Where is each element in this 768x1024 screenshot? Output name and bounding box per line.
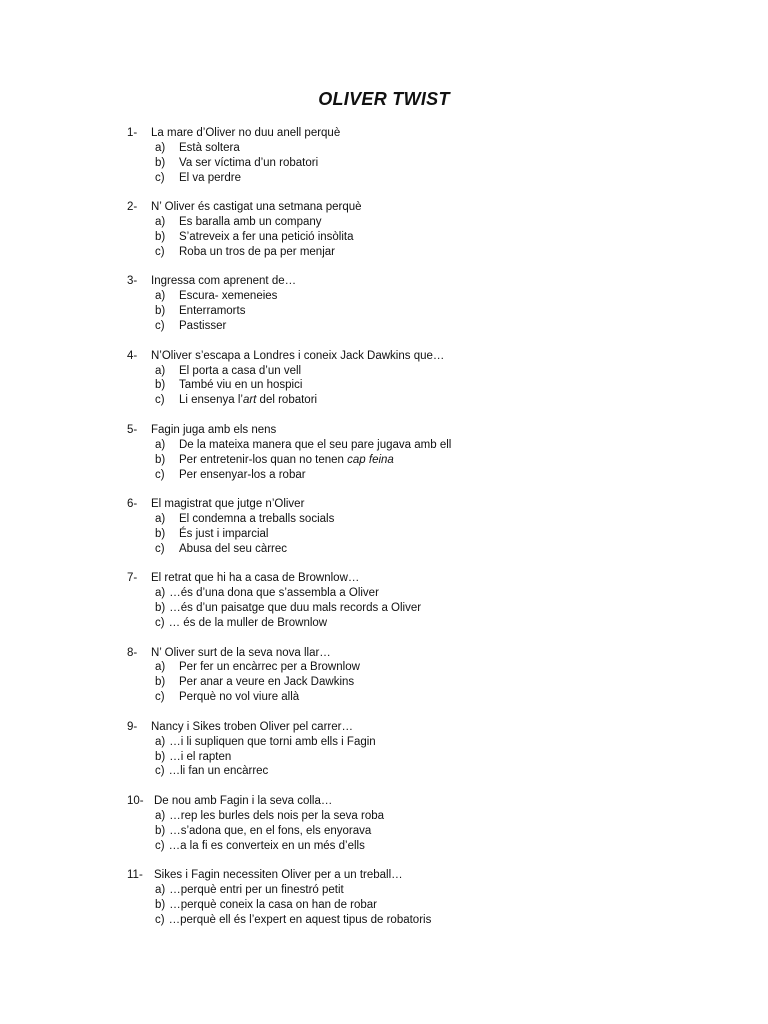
option-text: …és d’un paisatge que duu mals records a Oliver [169, 602, 422, 615]
option-letter: c) [155, 617, 165, 630]
option-letter: a) [155, 661, 166, 674]
option-letter: b) [155, 602, 166, 615]
answer-option [127, 913, 727, 928]
option-text: És just i imparcial [179, 527, 269, 540]
option-letter: b) [155, 676, 166, 689]
answer-option [127, 378, 727, 393]
question-number: 8- [127, 646, 138, 659]
option-letter: b) [155, 824, 166, 837]
question-number: 7- [127, 572, 138, 585]
page-title: OLIVER TWIST [318, 89, 450, 109]
option-text-part: Li ensenya l’ [179, 394, 243, 407]
option-text: … és de la muller de Brownlow [168, 617, 328, 630]
question-row [127, 720, 727, 735]
question-text: Sikes i Fagin necessiten Oliver per a un treball… [154, 869, 403, 882]
answer-option [127, 883, 727, 898]
option-letter: a) [155, 735, 166, 748]
answer-option [127, 586, 727, 601]
option-letter: c) [155, 913, 165, 926]
question-list [127, 126, 727, 942]
question-text: N’ Oliver surt de la seva nova llar… [151, 646, 331, 659]
question-row [127, 349, 727, 364]
answer-option [127, 289, 727, 304]
option-text: Pastisser [179, 320, 227, 333]
option-text [179, 453, 394, 468]
question-number: 2- [127, 201, 138, 214]
answer-option [127, 319, 727, 334]
option-text: Escura- xemeneies [179, 290, 278, 303]
question-number: 10- [127, 794, 144, 807]
option-text: …s’adona que, en el fons, els enyorava [169, 824, 372, 837]
answer-option [127, 230, 727, 245]
answer-option [127, 690, 727, 705]
option-letter: a) [155, 141, 166, 154]
option-letter: b) [155, 750, 166, 763]
option-text [179, 393, 317, 408]
option-text: Va ser víctima d’un robatori [179, 156, 319, 169]
option-text-italic: cap feina [347, 453, 394, 466]
question-row [127, 423, 727, 438]
question-number: 4- [127, 349, 138, 362]
option-text: …perquè coneix la casa on han de robar [169, 899, 378, 911]
answer-option [127, 542, 727, 557]
question-item [127, 497, 727, 557]
answer-option [127, 735, 727, 750]
option-text: Perquè no vol viure allà [179, 691, 300, 704]
option-text: Per ensenyar-los a robar [179, 468, 306, 481]
question-number: 6- [127, 498, 138, 511]
option-text: …rep les burles dels nois per la seva roba [169, 809, 385, 822]
option-letter: b) [155, 453, 166, 466]
option-text: …i el rapten [169, 750, 232, 763]
answer-option [127, 660, 727, 675]
option-letter: a) [155, 513, 166, 525]
option-text: El porta a casa d’un vell [179, 364, 302, 377]
option-letter: c) [155, 320, 165, 333]
question-number: 5- [127, 423, 138, 436]
option-text: …és d’una dona que s’assembla a Oliver [169, 587, 379, 600]
option-text: El condemna a treballs socials [179, 513, 335, 525]
option-letter: c) [155, 171, 165, 184]
answer-option [127, 512, 727, 527]
question-row [127, 868, 727, 883]
answer-option [127, 468, 727, 483]
option-text: També viu en un hospici [179, 379, 303, 392]
answer-option [127, 156, 727, 171]
option-letter: b) [155, 527, 166, 540]
option-text: Roba un tros de pa per menjar [179, 245, 335, 258]
question-number: 9- [127, 720, 138, 733]
question-item [127, 349, 727, 409]
answer-option [127, 245, 727, 260]
option-letter: b) [155, 231, 166, 244]
option-text: Enterramorts [179, 305, 246, 318]
question-text: Nancy i Sikes troben Oliver pel carrer… [151, 720, 353, 733]
option-text: …a la fi es converteix en un més d’ells [168, 839, 365, 852]
question-text: N’ Oliver és castigat una setmana perquè [151, 201, 362, 214]
option-text: Està soltera [179, 141, 240, 154]
question-text: De nou amb Fagin i la seva colla… [154, 794, 333, 807]
option-letter: b) [155, 305, 166, 318]
question-row [127, 200, 727, 215]
option-text: …perquè ell és l’expert en aquest tipus de robatoris [168, 913, 432, 926]
option-text-part: Per entretenir-los quan no tenen [179, 453, 348, 466]
question-text: N’Oliver s’escapa a Londres i coneix Jack Dawkins que… [151, 349, 445, 362]
option-letter: b) [155, 379, 166, 392]
option-letter: c) [155, 691, 165, 704]
option-text: …perquè entri per un finestró petit [169, 884, 344, 897]
option-text: De la mateixa manera que el seu pare jugava amb ell [179, 438, 452, 451]
question-number: 1- [127, 127, 138, 139]
question-number: 3- [127, 275, 138, 288]
answer-option [127, 364, 727, 379]
option-letter: a) [155, 884, 166, 897]
question-row [127, 497, 727, 512]
option-letter: a) [155, 438, 166, 451]
answer-option [127, 750, 727, 765]
answer-option [127, 898, 727, 913]
option-letter: c) [155, 542, 165, 555]
question-item [127, 794, 727, 854]
answer-option [127, 809, 727, 824]
option-letter: a) [155, 364, 166, 377]
question-item [127, 274, 727, 334]
question-item [127, 571, 727, 631]
option-text: S’atreveix a fer una petició insòlita [179, 231, 354, 244]
option-text: Abusa del seu càrrec [179, 542, 288, 555]
question-item [127, 720, 727, 780]
answer-option [127, 171, 727, 186]
option-letter: c) [155, 468, 165, 481]
option-text: Per anar a veure en Jack Dawkins [179, 676, 355, 689]
question-number: 11- [127, 869, 143, 882]
option-letter: b) [155, 156, 166, 169]
answer-option [127, 215, 727, 230]
option-text-italic: art [242, 394, 257, 407]
option-text-part: del robatori [256, 394, 318, 407]
question-text: Ingressa com aprenent de… [151, 275, 297, 288]
option-text: El va perdre [179, 171, 242, 184]
answer-option [127, 675, 727, 690]
question-text: La mare d’Oliver no duu anell perquè [151, 127, 341, 139]
option-letter: c) [155, 394, 165, 407]
question-item [127, 646, 727, 706]
question-row [127, 126, 727, 141]
answer-option [127, 764, 727, 779]
question-text: Fagin juga amb els nens [151, 423, 277, 436]
answer-option [127, 453, 727, 468]
answer-option [127, 438, 727, 453]
option-text: …i li supliquen que torni amb ells i Fagin [169, 735, 376, 748]
answer-option [127, 616, 727, 631]
question-row [127, 794, 727, 809]
option-letter: a) [155, 290, 166, 303]
question-item [127, 200, 727, 260]
answer-option [127, 601, 727, 616]
answer-option [127, 527, 727, 542]
question-row [127, 274, 727, 289]
question-row [127, 646, 727, 661]
answer-option [127, 824, 727, 839]
option-letter: c) [155, 765, 165, 778]
answer-option [127, 141, 727, 156]
question-text: El magistrat que jutge n’Oliver [151, 498, 305, 511]
question-item [127, 423, 727, 483]
option-text: Es baralla amb un company [179, 216, 322, 229]
option-text: …li fan un encàrrec [168, 765, 269, 778]
question-text: El retrat que hi ha a casa de Brownlow… [151, 572, 360, 585]
option-letter: c) [155, 245, 165, 258]
answer-option [127, 839, 727, 854]
option-letter: a) [155, 809, 166, 822]
option-letter: a) [155, 587, 166, 600]
question-item [127, 868, 727, 928]
option-text: Per fer un encàrrec per a Brownlow [179, 661, 360, 674]
option-letter: b) [155, 899, 166, 911]
answer-option [127, 304, 727, 319]
option-letter: c) [155, 839, 165, 852]
option-letter: a) [155, 216, 166, 229]
question-row [127, 571, 727, 586]
answer-option [127, 393, 727, 408]
question-item [127, 126, 727, 186]
